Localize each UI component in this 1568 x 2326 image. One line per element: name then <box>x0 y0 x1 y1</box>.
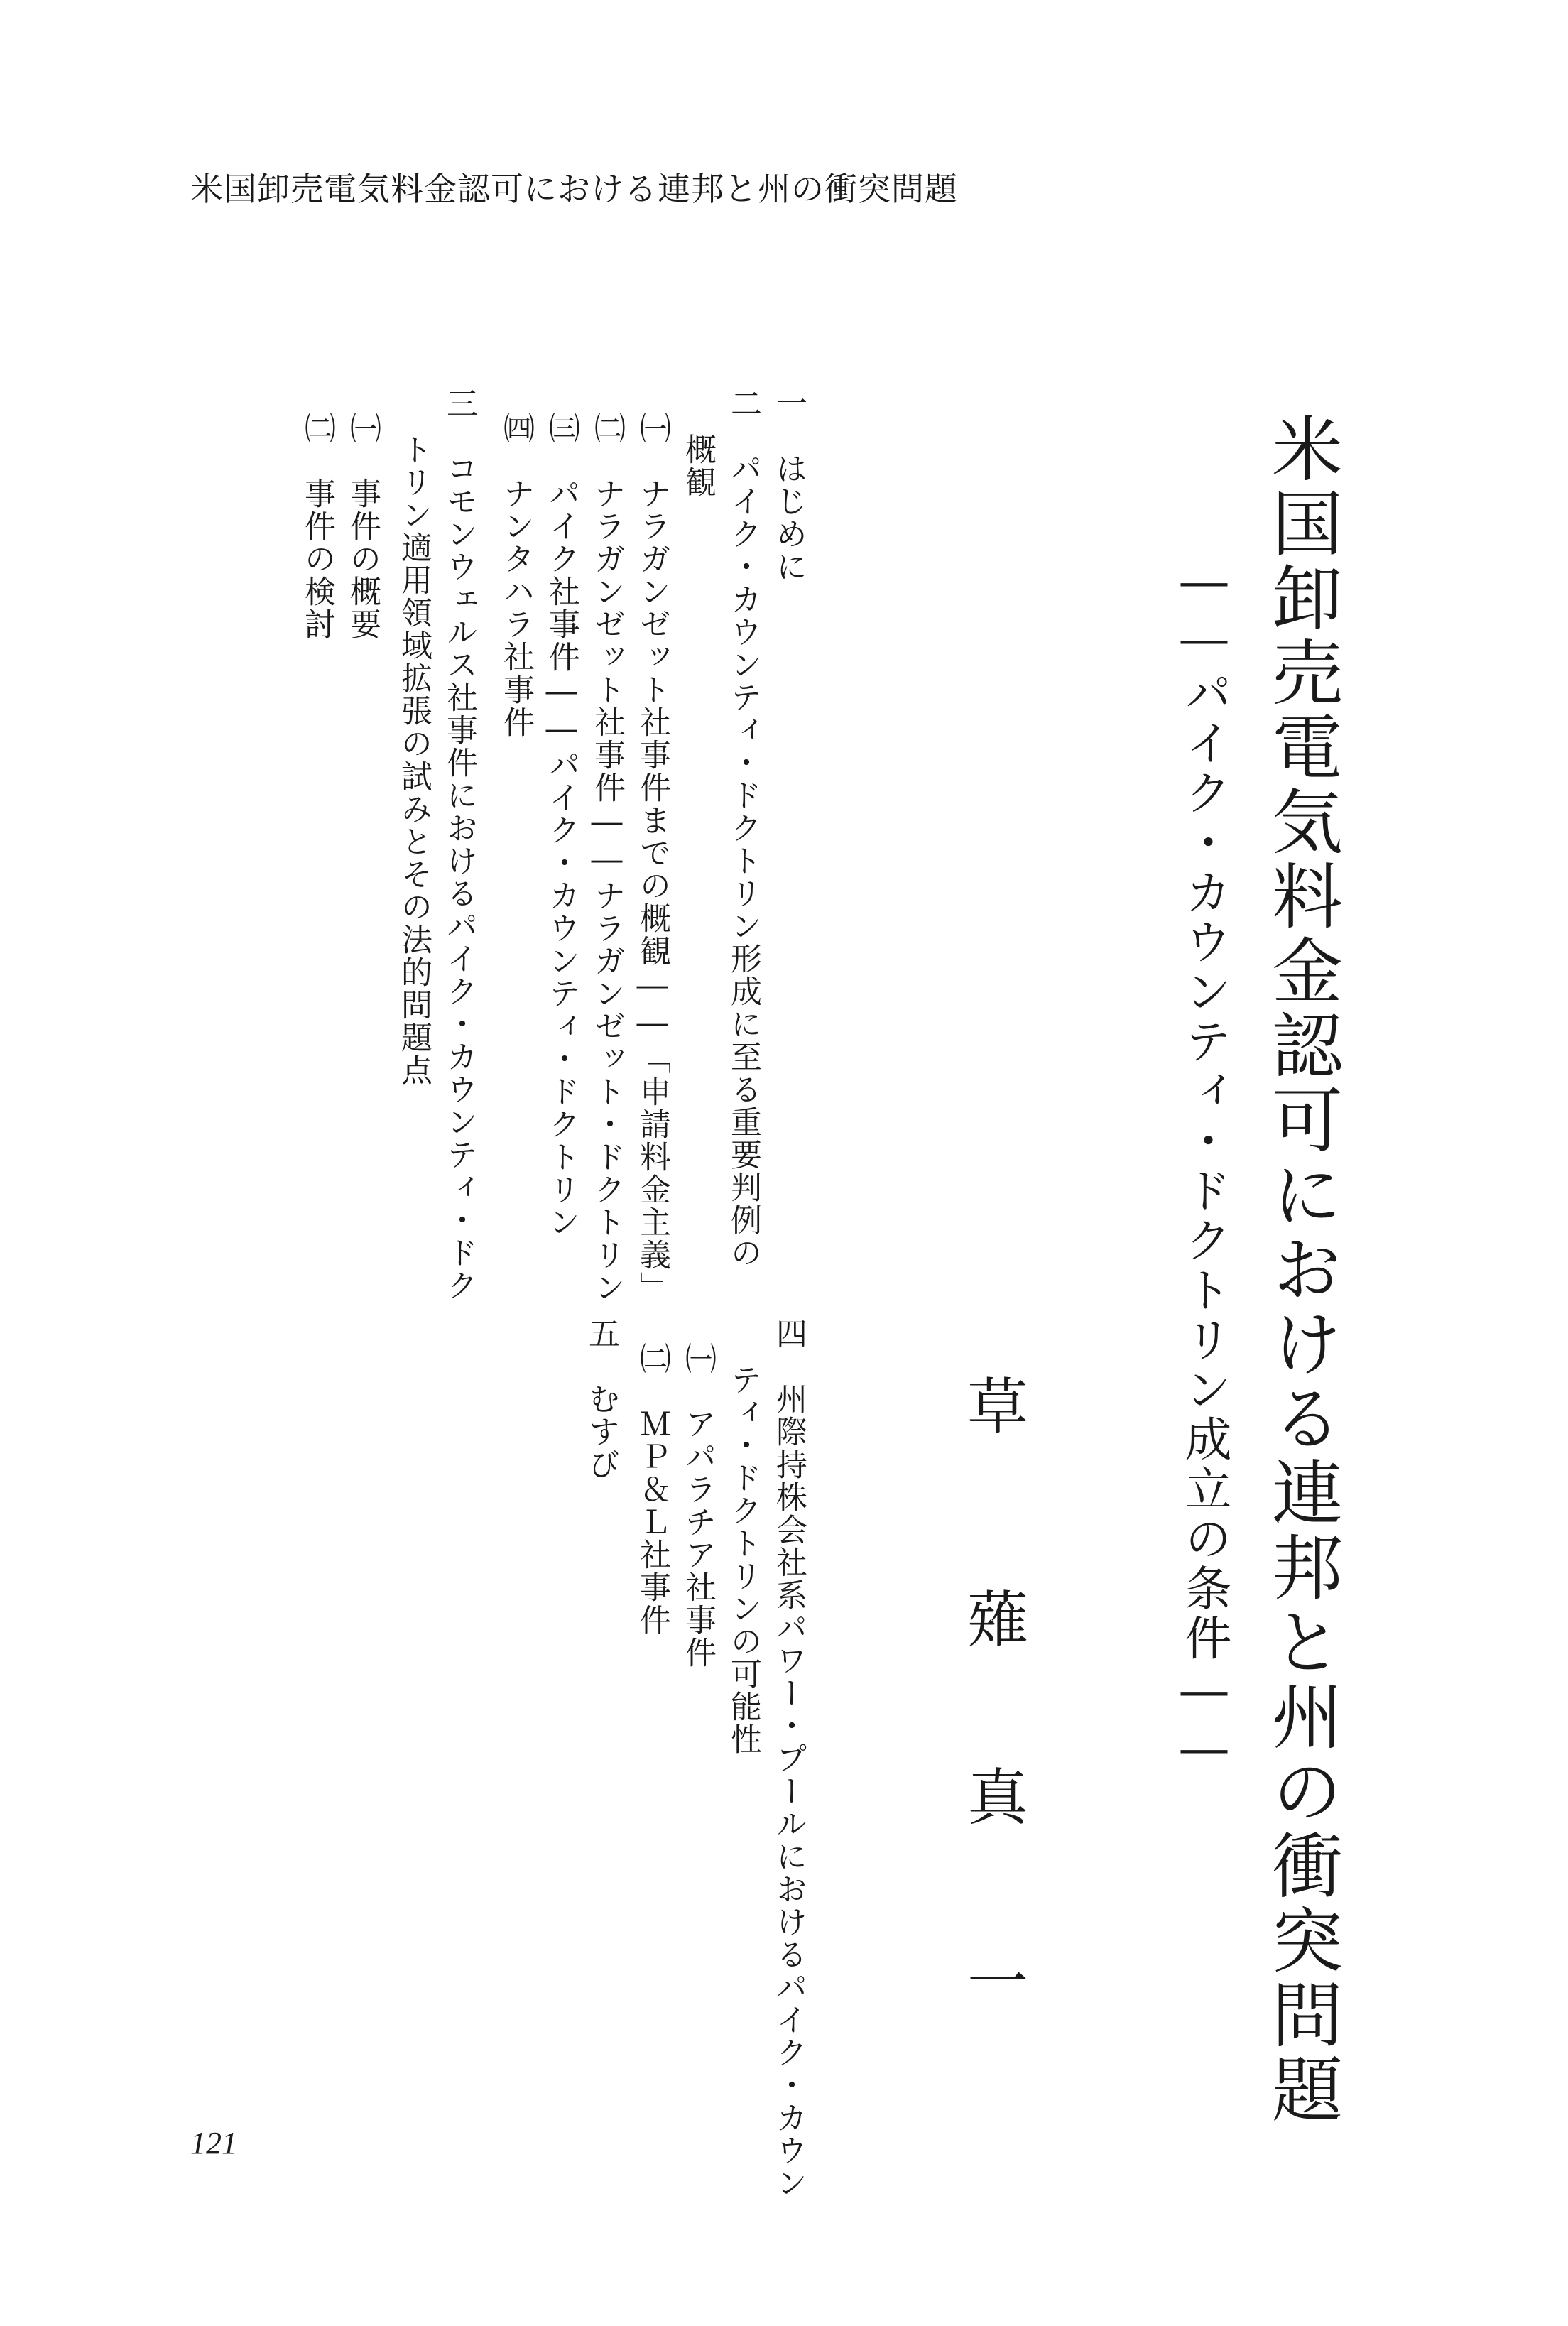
toc-entry: ㈠ ナラガンゼット社事件までの概観――「申請料金主義」 <box>634 412 670 1304</box>
toc-entry: 概観 <box>680 433 716 499</box>
toc-entry: ㈡ ナラガンゼット社事件――ナラガンゼット・ドクトリン <box>589 412 625 1304</box>
toc-entry: ㈡ ＭＰ＆Ｌ社事件 <box>634 1342 670 1636</box>
toc-entry: 一 はじめに <box>771 387 807 583</box>
toc-entry: ㈠ 事件の概要 <box>344 412 381 641</box>
author-char: 真 <box>957 1765 1028 1826</box>
toc-entry: 二 パイク・カウンティ・ドクトリン形成に至る重要判例の <box>725 387 761 1269</box>
toc-entry: 三 コモンウェルス社事件におけるパイク・カウンティ・ドク <box>441 387 477 1302</box>
toc-entry: トリン適用領域拡張の試みとその法的問題点 <box>396 433 432 1087</box>
article-title: 米国卸売電気料金認可における連邦と州の衝突問題 <box>1260 412 1343 2127</box>
toc-entry: ㈢ パイク社事件――パイク・カウンティ・ドクトリン <box>543 412 579 1239</box>
toc-entry: ㈡ 事件の検討 <box>299 412 335 641</box>
toc-entry: 五 むすび <box>583 1317 619 1481</box>
author-char: 草 <box>957 1374 1028 1435</box>
author-char: 薙 <box>957 1587 1028 1648</box>
toc-entry: ㈣ ナンタハラ社事件 <box>498 412 534 739</box>
article-subtitle: ――パイク・カウンティ・ドクトリン成立の条件―― <box>1177 554 1231 1778</box>
author-char: 一 <box>957 1950 1028 2011</box>
running-header: 米国卸売電気料金認可における連邦と州の衝突問題 <box>190 170 958 208</box>
page-number: 121 <box>190 2126 237 2161</box>
toc-entry: 四 州際持株会社系パワー・プールにおけるパイク・カウン <box>771 1317 807 2200</box>
toc-entry: ティ・ドクトリンの可能性 <box>725 1364 761 1756</box>
toc-entry: ㈠ アパラチア社事件 <box>680 1342 716 1669</box>
